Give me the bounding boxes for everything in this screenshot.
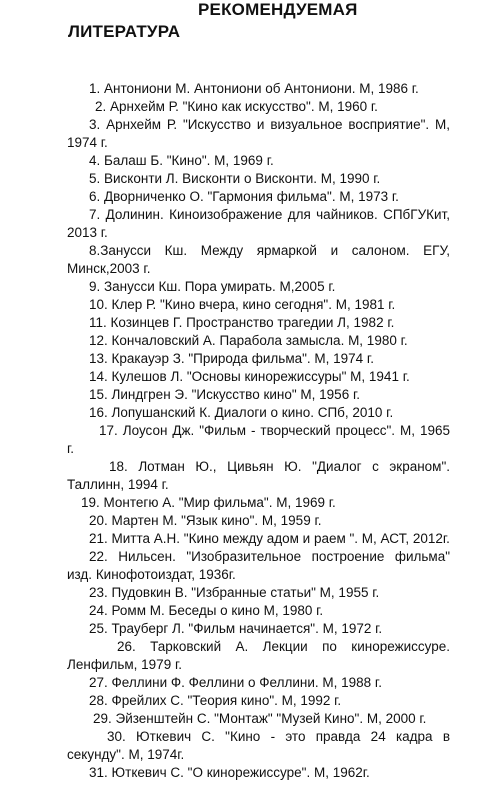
list-item: 27. Феллини Ф. Феллини о Феллини. М, 1988 г. (89, 675, 382, 690)
list-item: 23. Пудовкин В. "Избранные статьи" М, 1955 г. (89, 585, 380, 600)
list-item: 24. Ромм М. Беседы о кино М, 1980 г. (89, 603, 324, 618)
list-item: 19. Монтегю А. "Мир фильма". М, 1969 г. (81, 495, 336, 510)
bibliography-list (67, 80, 450, 782)
list-item: 11. Козинцев Г. Пространство трагедии Л, 1982 г. (89, 315, 395, 330)
list-item: 4. Балаш Б. "Кино". М, 1969 г. (89, 153, 274, 168)
list-item: 7. Долинин. Киноизображение для чайников. СПбГУКит, 2013 г. (67, 207, 450, 240)
list-item: 12. Кончаловский А. Парабола замысла. М, 1980 г. (89, 333, 408, 348)
list-item: 6. Дворниченко О. "Гармония фильма". М, 1973 г. (89, 189, 399, 204)
list-item: 31. Юткевич С. "О кинорежиссуре". М, 1962г. (89, 765, 370, 780)
list-item: 17. Лоусон Дж. "Фильм - творческий процесс". М, 1965 г. (67, 423, 450, 456)
list-item: 5. Висконти Л. Висконти о Висконти. М, 1990 г. (89, 171, 381, 186)
list-item: 9. Занусси Кш. Пора умирать. М,2005 г. (89, 279, 336, 294)
list-item: 16. Лопушанский К. Диалоги о кино. СПб, 2010 г. (89, 405, 394, 420)
list-item: 2. Арнхейм Р. "Кино как искусство". М, 1960 г. (95, 99, 378, 114)
list-item: 21. Митта А.Н. "Кино между адом и раем ". М, АСТ, 2012г. (89, 531, 450, 546)
list-item: 29. Эйзенштейн С. "Монтаж" "Музей Кино". М, 2000 г. (93, 711, 427, 726)
list-item: 22. Нильсен. "Изобразительное построение фильма" изд. Кинофотоиздат, 1936г. (67, 549, 450, 582)
list-item: 20. Мартен М. "Язык кино". М, 1959 г. (89, 513, 322, 528)
list-item: 15. Линдгрен Э. "Искусство кино" М, 1956 г. (89, 387, 360, 402)
list-item: 10. Клер Р. "Кино вчера, кино сегодня". М, 1981 г. (89, 297, 396, 312)
list-item: 14. Кулешов Л. "Основы кинорежиссуры" М, 1941 г. (89, 369, 410, 384)
list-item: 1. Антониони М. Антониони об Антониони. М, 1986 г. (89, 81, 419, 96)
list-item: 30. Юткевич С. "Кино - это правда 24 кадра в секунду". М, 1974г. (67, 729, 450, 762)
list-item: 18. Лотман Ю., Цивьян Ю. "Диалог с экраном". Таллинн, 1994 г. (67, 459, 450, 492)
list-item: 26. Тарковский А. Лекции по кинорежиссуре. Ленфильм, 1979 г. (67, 639, 450, 672)
heading-line-2: ЛИТЕРАТУРА (68, 22, 181, 41)
list-item: 28. Фрейлих С. "Теория кино". М, 1992 г. (89, 693, 342, 708)
heading-line-1: РЕКОМЕНДУЕМАЯ (198, 0, 358, 19)
list-item: 13. Кракауэр З. "Природа фильма". М, 1974 г. (89, 351, 374, 366)
list-item: 25. Трауберг Л. "Фильм начинается". М, 1972 г. (89, 621, 383, 636)
list-item: 8.Занусси Кш. Между ярмаркой и салоном. ЕГУ, Минск,2003 г. (67, 243, 450, 276)
list-item: 3. Арнхейм Р. "Искусство и визуальное восприятие". М, 1974 г. (67, 117, 450, 150)
